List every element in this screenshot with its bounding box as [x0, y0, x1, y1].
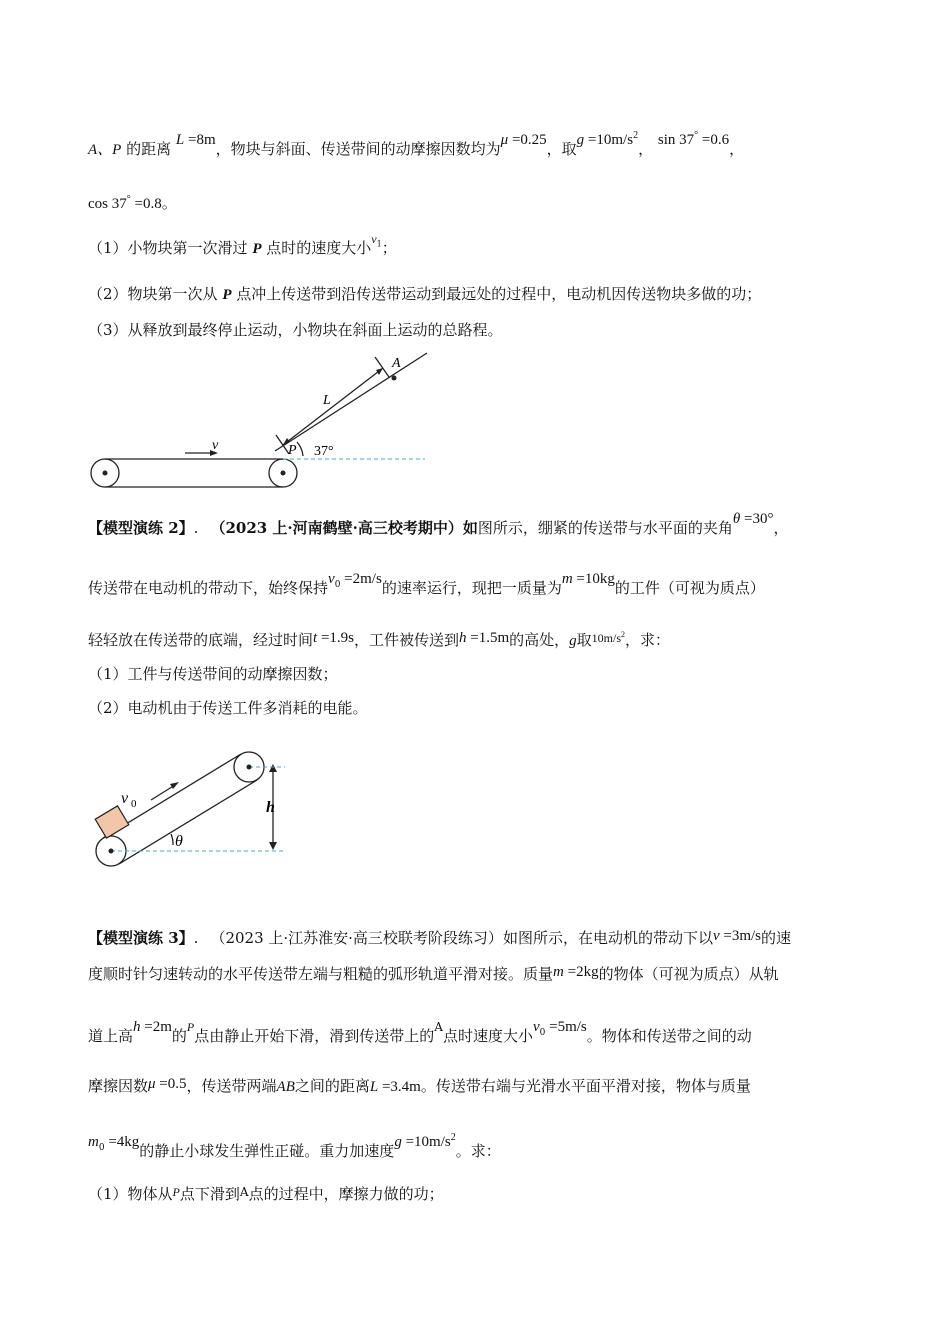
var-m: m — [561, 571, 573, 587]
p1-given-line-2: cos 37° =0.8。 — [88, 194, 177, 212]
figure-inclined-belt — [85, 740, 305, 880]
cos37-expr: cos 37° =0.8 — [88, 194, 162, 212]
point-p-label: P — [112, 142, 122, 158]
p2-source: （2023 上·河南鹤壁·高三校考期中） — [210, 519, 463, 537]
angle-arc — [297, 442, 303, 456]
label-v: v — [212, 438, 219, 453]
p3-question-1: （1）物体从$^P$点下滑到$^A$点的过程中，摩擦力做的功； — [88, 1185, 444, 1203]
val-v: =3m/s — [719, 928, 762, 944]
p2-question-2: （2）电动机由于传送工件多消耗的电能。 — [88, 699, 368, 717]
var-g-p3: g — [394, 1134, 402, 1150]
p1-question-3: （3）从释放到最终停止运动，小物块在斜面上运动的总路程。 — [88, 321, 503, 339]
val-m0: =4kg — [104, 1134, 140, 1150]
var-t: t — [313, 630, 318, 646]
p3-source: （2023 上·江苏淮安·高三校联考阶段练习） — [210, 929, 503, 947]
var-m-p3: m — [553, 964, 564, 980]
incline-surface — [275, 353, 427, 451]
p3-line-3: 道上高h =2m的$^P$点由静止开始下滑，滑到传送带上的$^A$点时速度大小$v_0 =5m/s$。物体和传送带之间的动 — [88, 1019, 752, 1045]
p2-line-3: 轻轻放在传送带的底端，经过时间t =1.9s，工件被传送到h =1.5m的高处，g取$^{10m/s^2}$，求： — [88, 630, 671, 649]
var-h: h — [459, 630, 467, 646]
var-v0-p3: v — [532, 1019, 540, 1035]
label-A: A — [392, 356, 401, 371]
p3-line-1: 【模型演练 3】. （2023 上·江苏淮安·高三校联考阶段练习）如图所示，在电动机的带动下以v =3m/s的速 — [88, 928, 792, 947]
workpiece-block — [95, 806, 129, 838]
val-m-p3: =2kg — [563, 964, 599, 980]
label-L: L — [323, 393, 331, 408]
label-angle-37: 37° — [314, 444, 334, 459]
var-v: v — [712, 928, 720, 944]
val-v0: =2m/s — [340, 571, 382, 587]
var-m0: m — [88, 1134, 99, 1150]
velocity-arrow-v0 — [151, 785, 175, 800]
p1-question-2: （2）物块第一次从 P 点冲上传送带到沿传送带运动到最远处的过程中，电动机因传送物块多做的功； — [88, 285, 762, 303]
p2-heading-line: 【模型演练 2】. （2023 上·河南鹤壁·高三校考期中）如图所示，绷紧的传送带与水平面的夹角θ =30°， — [88, 511, 789, 537]
val-theta: =30° — [740, 511, 774, 527]
p1-question-1: （1）小物块第一次滑过 P 点时的速度大小$^{v_1}$； — [88, 232, 397, 257]
val-g-p3: =10m/s — [401, 1134, 451, 1150]
p3-line-4: 摩擦因数μ =0.5，传送带两端AB之间的距离L =3.4m。传送带右端与光滑水平面平滑对接，物体与质量 — [88, 1076, 751, 1095]
label-v0: v — [121, 790, 129, 807]
p3-line-5: $m_0 =4kg$的静止小球发生弹性正碰。重力加速度$g =10m/s^2$。求： — [88, 1132, 501, 1160]
dimension-line-L — [283, 368, 383, 445]
var-mu-p3: μ — [148, 1076, 156, 1092]
val-mu-p3: =0.5 — [155, 1076, 187, 1092]
p2-line-2: 传送带在电动机的带动下，始终保持$v_0 =2m/s$的速率运行，现把一质量为m =10kg的工件（可视为质点） — [88, 571, 765, 597]
val-h-p3: =2m — [140, 1019, 172, 1035]
label-h: h — [266, 799, 275, 816]
point-a-dot — [392, 376, 397, 381]
angle-arc-theta — [171, 834, 173, 845]
val-L-p3: =3.4m — [378, 1079, 421, 1095]
var-v0: v — [328, 571, 335, 587]
p2-question-1: （1）工件与传送带间的动摩擦因数； — [88, 665, 338, 683]
val-L: =8m — [184, 132, 216, 148]
val-v0-p3: =5m/s — [545, 1019, 587, 1035]
figure-belt-incline — [85, 345, 435, 495]
val-g: =10m/s — [584, 132, 634, 148]
p2-title: 【模型演练 2】 — [88, 519, 194, 537]
label-theta: θ — [175, 833, 183, 850]
val-g-p2: 10m/s2 — [591, 630, 626, 645]
var-theta: θ — [732, 511, 741, 527]
svg-text:0: 0 — [131, 798, 137, 810]
var-mu: μ — [500, 132, 509, 148]
var-h-p3: h — [133, 1019, 141, 1035]
point-a-label: A、 — [88, 142, 113, 158]
val-h: =1.5m — [466, 630, 510, 646]
val-m: =10kg — [572, 571, 615, 587]
var-L-p3: L — [369, 1079, 379, 1095]
p1-given-line-1: A、P 的距离 L =8m，物块与斜面、传送带间的动摩擦因数均为μ =0.25，取$g =10m/s^2$， sin 37° =0.6， — [88, 130, 745, 158]
var-L: L — [175, 132, 185, 148]
p3-title: 【模型演练 3】 — [88, 929, 194, 947]
var-v1: v — [371, 232, 377, 246]
val-t: =1.9s — [317, 630, 354, 646]
p3-line-2: 度顺时针匀速转动的水平传送带左端与粗糙的弧形轨道平滑对接。质量m =2kg的物体（可视为质点）从轨 — [88, 964, 779, 983]
sin37-expr: sin 37° =0.6 — [657, 130, 730, 148]
val-mu: =0.25 — [508, 132, 547, 148]
label-P: P — [288, 443, 297, 458]
var-g: g — [576, 132, 585, 148]
